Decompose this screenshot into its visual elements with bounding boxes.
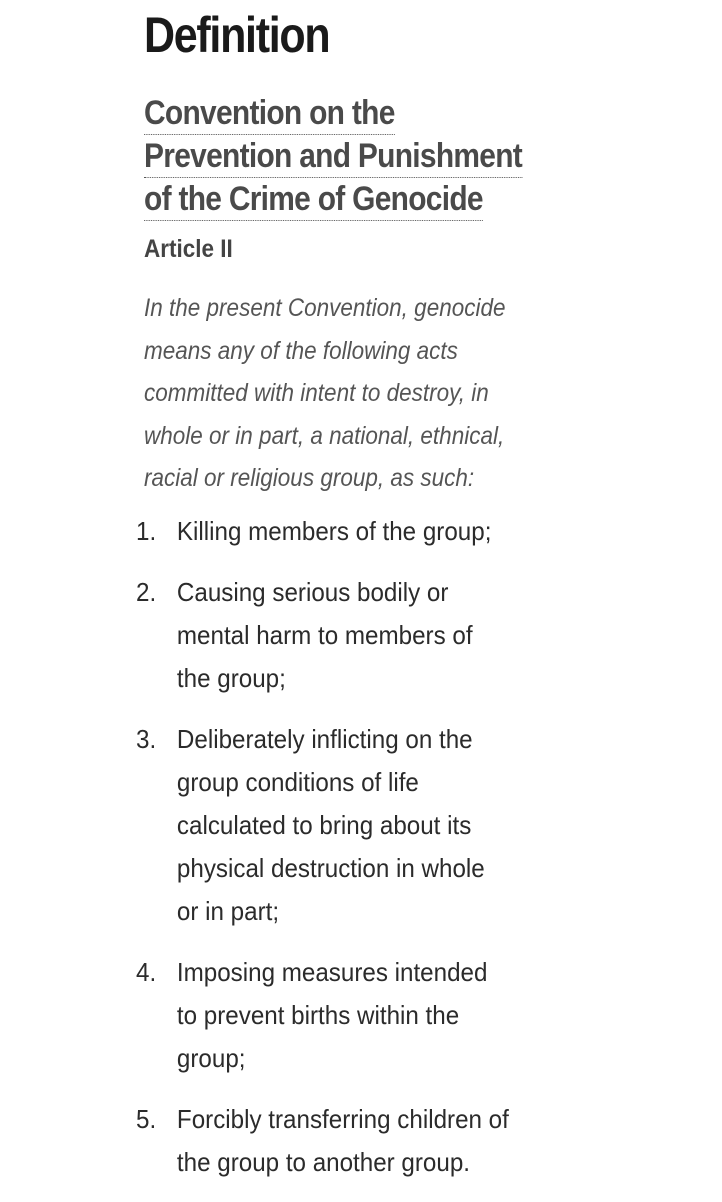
list-item bbox=[136, 571, 605, 700]
list-item-line: or in part; bbox=[176, 895, 280, 926]
list-item-line: Forcibly transferring children of bbox=[176, 1103, 509, 1134]
list-item-number: 1. bbox=[136, 515, 157, 546]
list-item bbox=[136, 1098, 605, 1184]
acts-list bbox=[136, 510, 604, 1184]
intro-line: In the present Convention, genocide bbox=[144, 294, 506, 322]
intro-line: committed with intent to destroy, in bbox=[144, 379, 489, 407]
list-item-line: mental harm to members of bbox=[176, 619, 473, 650]
convention-title-line-2[interactable]: Prevention and Punishment bbox=[144, 135, 522, 178]
list-item-line: Causing serious bodily or bbox=[176, 576, 449, 607]
list-item-number: 2. bbox=[136, 576, 157, 607]
list-item-line: the group; bbox=[176, 662, 286, 693]
list-item-text bbox=[177, 510, 605, 553]
intro-paragraph bbox=[144, 287, 576, 500]
page-title: Definition bbox=[144, 7, 330, 63]
list-item bbox=[136, 718, 605, 933]
list-item-line: the group to another group. bbox=[176, 1146, 470, 1177]
convention-title-line-1[interactable]: Convention on the bbox=[144, 92, 395, 135]
list-item-text bbox=[177, 718, 605, 933]
list-item-text bbox=[177, 571, 605, 700]
list-item-line: to prevent births within the bbox=[176, 999, 460, 1030]
list-item-text bbox=[177, 951, 605, 1080]
list-item-line: Imposing measures intended bbox=[176, 956, 488, 987]
list-item-text bbox=[177, 1098, 605, 1184]
convention-title-line-3[interactable]: of the Crime of Genocide bbox=[144, 178, 483, 221]
intro-line: racial or religious group, as such: bbox=[144, 464, 475, 492]
list-item-number: 4. bbox=[136, 956, 157, 987]
intro-line: whole or in part, a national, ethnical, bbox=[144, 421, 505, 450]
list-item-line: physical destruction in whole bbox=[176, 852, 485, 883]
list-item-line: group; bbox=[176, 1042, 246, 1073]
list-item-line: group conditions of life bbox=[176, 766, 419, 797]
list-item-number: 3. bbox=[136, 723, 157, 754]
list-item-line: Killing members of the group; bbox=[176, 515, 492, 546]
list-item-line: Deliberately inflicting on the bbox=[176, 723, 473, 754]
article-content bbox=[136, 4, 604, 1202]
list-item bbox=[136, 510, 605, 553]
convention-title-link[interactable] bbox=[144, 92, 566, 221]
list-item-line: calculated to bring about its bbox=[176, 809, 472, 840]
intro-line: means any of the following acts bbox=[144, 336, 458, 365]
list-item bbox=[136, 951, 605, 1080]
list-item-number: 5. bbox=[136, 1103, 157, 1134]
article-heading: Article II bbox=[144, 235, 233, 263]
